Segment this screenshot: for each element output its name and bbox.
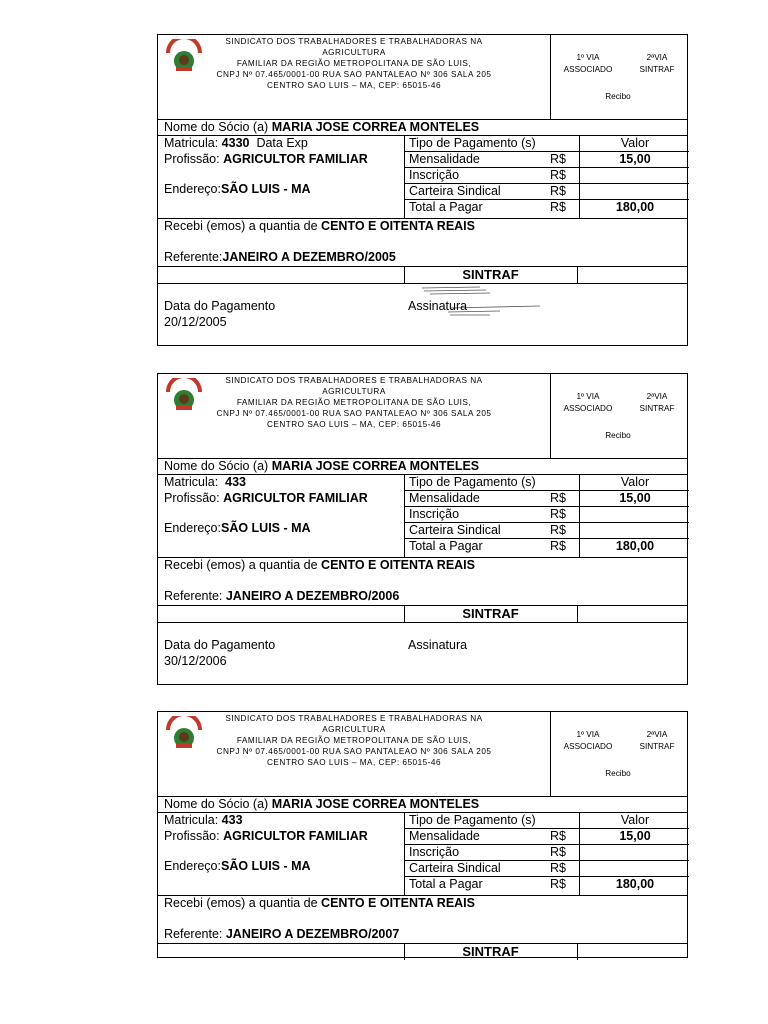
currency: R$ [550,152,566,166]
endereco-label: Endereço: [164,859,221,873]
via1-sub: ASSOCIADO [563,742,613,751]
profissao-value: AGRICULTOR FAMILIAR [223,491,368,505]
valor-header: Valor [579,136,690,151]
profissao-label: Profissão: [164,491,220,505]
via-sintraf [628,729,686,753]
org-line-2: AGRICULTURA [322,725,386,734]
member-name-row [158,459,687,475]
org-info [194,375,514,430]
org-line-4: CNPJ Nº 07.465/0001-00 RUA SAO PANTALEAO Nº 306 SALA 205 [216,747,492,756]
mensalidade-label: Mensalidade [409,491,480,505]
org-line-5: CENTRO SAO LUIS – MA, CEP: 65015-46 [266,420,442,429]
nome-label: Nome do Sócio (a) [164,459,269,473]
org-line-1: SINDICATO DOS TRABALHADORES E TRABALHADORAS NA [225,37,483,46]
carteira-value [579,861,690,876]
payment-row-carteira [405,861,689,877]
sintraf-label: SINTRAF [462,606,519,621]
payment-row-total [405,200,689,218]
received-row [158,219,687,267]
header-divider [550,374,551,458]
org-line-1: SINDICATO DOS TRABALHADORES E TRABALHADORAS NA [225,376,483,385]
org-line-3: FAMILIAR DA REGIÃO METROPOLITANA DE SÃO LUIS, [236,398,472,407]
carteira-value [579,184,690,199]
details-row [158,475,687,558]
receipt-2007 [157,711,688,958]
payment-table [404,475,689,557]
org-line-2: AGRICULTURA [322,387,386,396]
via-associado [556,52,620,76]
currency: R$ [550,200,566,214]
mensalidade-value: 15,00 [579,829,690,844]
received-row [158,558,687,606]
via1-label: 1º VIA [576,730,600,739]
referente-label: Referente: [164,927,223,941]
currency: R$ [550,539,566,553]
matricula-value: 4330 [221,136,250,150]
payment-table [404,136,689,218]
via2-sub: SINTRAF [639,742,675,751]
member-name-row [158,797,687,813]
via1-label: 1º VIA [576,392,600,401]
via1-sub: ASSOCIADO [563,65,613,74]
currency: R$ [550,523,566,537]
payment-row-carteira [405,184,689,200]
receipt-2006 [157,373,688,685]
total-value: 180,00 [579,877,690,895]
header-divider [550,35,551,119]
endereco-value: SÃO LUIS - MA [220,859,311,873]
via-associado [556,391,620,415]
member-details [164,813,404,875]
tipo-header: Tipo de Pagamento (s) [409,136,536,150]
recibo-label: Recibo [605,92,631,101]
data-pagamento-label: Data do Pagamento [164,638,276,652]
currency: R$ [550,829,566,843]
recibo-label: Recibo [605,431,631,440]
via1-sub: ASSOCIADO [563,404,613,413]
currency: R$ [550,491,566,505]
recebi-label: Recebi (emos) a quantia de [164,219,318,233]
quantia-value: CENTO E OITENTA REAIS [321,896,475,910]
inscricao-label: Inscrição [409,845,460,859]
signature-row [158,623,687,686]
currency: R$ [550,861,566,875]
carteira-value [579,523,690,538]
org-info [194,36,514,91]
currency: R$ [550,184,566,198]
currency: R$ [550,168,566,182]
endereco-label: Endereço: [164,182,221,196]
data-pagamento-value: 30/12/2006 [164,654,227,668]
recebi-label: Recebi (emos) a quantia de [164,896,318,910]
profissao-label: Profissão: [164,829,220,843]
currency: R$ [550,507,566,521]
payment-header [405,475,689,491]
payment-row-inscricao [405,168,689,184]
referente-label: Referente: [164,250,223,264]
payment-row-inscricao [405,507,689,523]
receipt-header [158,712,687,797]
sintraf-label: SINTRAF [462,267,519,282]
matricula-label: Matricula: [164,813,219,827]
mensalidade-value: 15,00 [579,152,690,167]
via-associado [556,729,620,753]
member-details [164,475,404,537]
referente-label: Referente: [164,589,223,603]
member-name: MARIA JOSE CORREA MONTELES [271,797,480,811]
receipt-header [158,374,687,459]
sintraf-row [158,944,687,960]
sintraf-label: SINTRAF [462,944,519,959]
via2-sub: SINTRAF [639,65,675,74]
total-label: Total a Pagar [409,539,483,553]
member-details [164,136,404,198]
payment-row-total [405,877,689,895]
quantia-value: CENTO E OITENTA REAIS [321,558,475,572]
org-line-4: CNPJ Nº 07.465/0001-00 RUA SAO PANTALEAO Nº 306 SALA 205 [216,70,492,79]
org-line-1: SINDICATO DOS TRABALHADORES E TRABALHADORAS NA [225,714,483,723]
mensalidade-value: 15,00 [579,491,690,506]
endereco-value: SÃO LUIS - MA [220,521,311,535]
assinatura-label: Assinatura [408,638,468,652]
carteira-label: Carteira Sindical [409,523,501,537]
member-name-row [158,120,687,136]
header-divider [550,712,551,796]
referente-value: JANEIRO A DEZEMBRO/2007 [225,927,400,941]
quantia-value: CENTO E OITENTA REAIS [321,219,475,233]
member-name: MARIA JOSE CORREA MONTELES [271,459,480,473]
referente-value: JANEIRO A DEZEMBRO/2006 [225,589,400,603]
carteira-label: Carteira Sindical [409,861,501,875]
referente-value: JANEIRO A DEZEMBRO/2005 [222,250,396,264]
signature-row [158,284,687,347]
receipt-header [158,35,687,120]
org-line-2: AGRICULTURA [322,48,386,57]
org-line-3: FAMILIAR DA REGIÃO METROPOLITANA DE SÃO LUIS, [236,59,472,68]
profissao-value: AGRICULTOR FAMILIAR [223,152,368,166]
recibo-label: Recibo [605,769,631,778]
via1-label: 1º VIA [576,53,600,62]
total-value: 180,00 [579,200,690,218]
payment-table [404,813,689,895]
valor-header: Valor [579,813,690,828]
details-row [158,813,687,896]
payment-header [405,136,689,152]
profissao-label: Profissão: [164,152,220,166]
org-line-3: FAMILIAR DA REGIÃO METROPOLITANA DE SÃO LUIS, [236,736,472,745]
payment-row-mensalidade [405,152,689,168]
via-sintraf [628,391,686,415]
via2-label: 2ªVIA [646,730,668,739]
inscricao-value [579,507,690,522]
recebi-label: Recebi (emos) a quantia de [164,558,318,572]
sintraf-row [158,267,687,284]
profissao-value: AGRICULTOR FAMILIAR [223,829,368,843]
payment-row-inscricao [405,845,689,861]
data-pagamento-label: Data do Pagamento [164,299,276,313]
payment-header [405,813,689,829]
sintraf-row [158,606,687,623]
endereco-label: Endereço: [164,521,221,535]
currency: R$ [550,845,566,859]
via2-label: 2ªVIA [646,53,668,62]
org-line-4: CNPJ Nº 07.465/0001-00 RUA SAO PANTALEAO Nº 306 SALA 205 [216,409,492,418]
inscricao-label: Inscrição [409,507,460,521]
receipt-2005 [157,34,688,346]
matricula-value: 433 [225,475,246,489]
org-line-5: CENTRO SAO LUIS – MA, CEP: 65015-46 [266,81,442,90]
inscricao-label: Inscrição [409,168,460,182]
total-label: Total a Pagar [409,877,483,891]
currency: R$ [550,877,566,891]
via-sintraf [628,52,686,76]
mensalidade-label: Mensalidade [409,152,480,166]
details-row [158,136,687,219]
org-line-5: CENTRO SAO LUIS – MA, CEP: 65015-46 [266,758,442,767]
tipo-header: Tipo de Pagamento (s) [409,475,536,489]
data-exp-label: Data Exp [256,136,308,150]
endereco-value: SÃO LUIS - MA [220,182,311,196]
payment-row-mensalidade [405,829,689,845]
data-pagamento-value: 20/12/2005 [164,315,227,329]
tipo-header: Tipo de Pagamento (s) [409,813,536,827]
total-value: 180,00 [579,539,690,557]
total-label: Total a Pagar [409,200,483,214]
member-name: MARIA JOSE CORREA MONTELES [271,120,480,134]
matricula-label: Matricula: [164,136,219,150]
nome-label: Nome do Sócio (a) [164,797,269,811]
inscricao-value [579,845,690,860]
mensalidade-label: Mensalidade [409,829,480,843]
org-info [194,713,514,768]
valor-header: Valor [579,475,690,490]
matricula-label: Matricula: [164,475,219,489]
nome-label: Nome do Sócio (a) [164,120,269,134]
carteira-label: Carteira Sindical [409,184,501,198]
inscricao-value [579,168,690,183]
via2-sub: SINTRAF [639,404,675,413]
payment-row-mensalidade [405,491,689,507]
payment-row-carteira [405,523,689,539]
assinatura-label: Assinatura [408,299,468,313]
payment-row-total [405,539,689,557]
matricula-value: 433 [221,813,243,827]
via2-label: 2ªVIA [646,392,668,401]
received-row [158,896,687,944]
